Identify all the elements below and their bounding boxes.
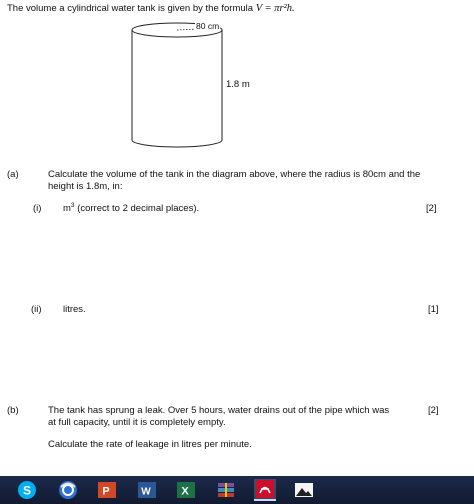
part-b-text-line2: at full capacity, until it is completely empty.: [48, 417, 226, 428]
svg-text:X: X: [181, 485, 189, 498]
part-a-ii-label: (ii): [31, 304, 42, 315]
unit-superscript: 3: [70, 202, 75, 209]
taskbar: [0, 476, 474, 504]
part-b-label: (b): [7, 405, 19, 416]
powerpoint-icon[interactable]: [96, 479, 118, 501]
svg-text:S: S: [22, 483, 32, 498]
part-a-label: (a): [7, 169, 19, 180]
unit-m: m: [63, 203, 71, 214]
radius-label: 80 cm: [196, 21, 220, 31]
part-b-text-line1: The tank has sprung a leak. Over 5 hours, water drains out of the pipe which was: [48, 405, 390, 416]
part-a-ii-text: litres.: [63, 304, 86, 315]
browser-icon[interactable]: [57, 479, 79, 501]
height-label: 1.8 m: [226, 79, 250, 90]
svg-text:P: P: [102, 485, 110, 498]
intro-text: The volume a cylindrical water tank is given by the formula: [7, 3, 254, 14]
word-icon[interactable]: [136, 479, 158, 501]
part-a-i-instruction: (correct to 2 decimal places).: [77, 203, 200, 214]
part-a-ii-marks: [1]: [428, 304, 439, 315]
part-a-i-marks: [2]: [426, 203, 437, 214]
skype-icon[interactable]: [16, 479, 38, 501]
excel-icon[interactable]: [175, 479, 197, 501]
part-a-text-line1: Calculate the volume of the tank in the diagram above, where the radius is 80cm and the: [48, 169, 421, 180]
question-intro: [7, 3, 295, 15]
part-a-text-line2: height is 1.8m, in:: [48, 181, 123, 192]
archive-icon[interactable]: [215, 479, 237, 501]
pdf-reader-icon[interactable]: [254, 479, 276, 501]
part-b-marks: [2]: [428, 405, 439, 416]
svg-text:W: W: [141, 486, 151, 498]
part-a-i-text: [63, 203, 199, 215]
part-a-i-label: (i): [33, 203, 42, 214]
cylinder-diagram: [130, 22, 230, 150]
photos-icon[interactable]: [293, 479, 315, 501]
cylinder-bottom: [132, 140, 222, 147]
part-b-text-line3: Calculate the rate of leakage in litres per minute.: [48, 439, 252, 450]
volume-formula: V = πr²h.: [255, 3, 295, 14]
